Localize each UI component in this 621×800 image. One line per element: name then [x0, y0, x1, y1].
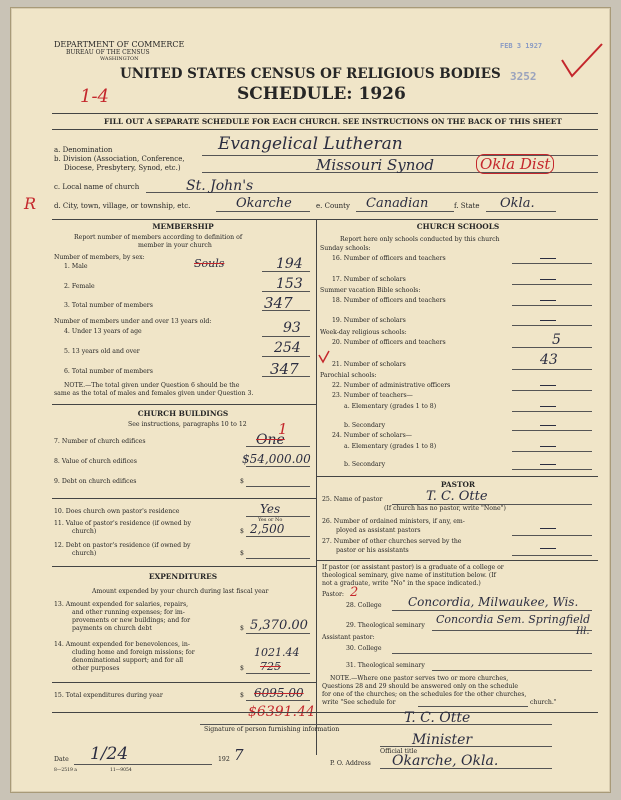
buildings-heading: CHURCH BUILDINGS [137, 409, 229, 418]
check-mark-icon [560, 42, 604, 82]
q9-label: 9. Debt on church edifices [54, 478, 137, 485]
q24a-line [512, 451, 592, 452]
district-red-note: Okla Dist [476, 154, 554, 174]
membership-note: NOTE.—The total given under Question 6 should be the [64, 382, 240, 389]
q21-line [512, 369, 592, 370]
q31-line [432, 670, 592, 671]
q16-line [512, 263, 592, 264]
q12-line [246, 558, 310, 559]
q23b-line [512, 430, 592, 431]
q28-value: Concordia, Milwaukee, Wis. [408, 595, 579, 609]
form-title: UNITED STATES CENSUS OF RELIGIOUS BODIES [120, 66, 501, 82]
q29-line [432, 630, 592, 631]
rule-buildings [52, 404, 316, 405]
date-label: Date [54, 756, 69, 763]
section-rule [52, 219, 598, 220]
q12-label: 12. Debt on pastor's residence (if owned by [54, 542, 191, 549]
q15-label: 15. Total expenditures during year [54, 692, 163, 699]
q4-label: 4. Under 13 years of age [64, 328, 142, 335]
pastor-note-5: church." [530, 699, 557, 706]
q23a-label: a. Elementary (grades 1 to 8) [344, 403, 437, 410]
grad-instructions-2: theological seminary, give name of institution below. (If [322, 572, 496, 579]
q14-value: 1021.44 [254, 646, 300, 659]
q24a-label: a. Elementary (grades 1 to 8) [344, 443, 437, 450]
q13-line [246, 633, 310, 634]
assistant-label: Assistant pastor: [322, 634, 375, 641]
q29-value-2: Ill. [576, 626, 590, 637]
rule-graduate [316, 560, 598, 561]
q24b-line [512, 469, 592, 470]
q31-label: 31. Theological seminary [346, 662, 425, 669]
q11-label: 11. Value of pastor's residence (if owned by [54, 520, 191, 527]
q21-label: 21. Number of scholars [332, 361, 406, 368]
q20-label: 20. Number of officers and teachers [332, 339, 446, 346]
q16-label: 16. Number of officers and teachers [332, 255, 446, 262]
by-sex-label: Number of members, by sex: [54, 254, 145, 261]
q14-label-4: other purposes [72, 665, 120, 672]
q5-line [262, 356, 310, 357]
q16-dash [540, 258, 556, 259]
q13-label: 13. Amount expended for salaries, repairs, [54, 601, 189, 608]
q2-label: 2. Female [64, 283, 95, 290]
q17-dash [540, 279, 556, 280]
bureau-name: BUREAU OF THE CENSUS [66, 49, 150, 56]
city-line [216, 211, 310, 212]
county-value: Canadian [366, 196, 429, 211]
denomination-label: a. Denomination [54, 146, 113, 154]
schools-heading: CHURCH SCHOOLS [416, 222, 500, 231]
q27-dash [540, 548, 556, 549]
form-code-2: 11—9054 [110, 768, 132, 773]
pastor-note-4: write "See schedule for [322, 699, 396, 706]
rule-pastor [316, 476, 598, 477]
q11-label-2: church) [72, 528, 97, 535]
year-value: 7 [234, 746, 244, 764]
q13-label-2: and other running expenses; for im- [72, 609, 185, 616]
instruction-line: FILL OUT A SEPARATE SCHEDULE FOR EACH CHURCH. SEE INSTRUCTIONS ON THE BACK OF THIS SHEET [104, 117, 562, 126]
grad-instructions-3: not a graduate, write "No" in the space indicated.) [322, 580, 481, 587]
q1-label: 1. Male [64, 263, 88, 270]
q26-line [512, 535, 592, 536]
q30-label: 30. College [346, 645, 382, 652]
q28-label: 28. College [346, 602, 382, 609]
q7-value: One [256, 432, 285, 448]
q4-value: 93 [283, 320, 301, 336]
po-address-value: Okarche, Okla. [392, 753, 499, 769]
date-line [74, 764, 212, 765]
pastor-red-note: 2 [350, 585, 359, 600]
q22-dash [540, 385, 556, 386]
q23b-dash [540, 425, 556, 426]
q13-value: 5,370.00 [250, 618, 308, 633]
q18-line [512, 305, 592, 306]
q13-label-3: provements or new buildings; and for [72, 617, 191, 624]
q23b-label: b. Secondary [344, 422, 386, 429]
signature-label: Signature of person furnishing information [204, 726, 340, 733]
q14-label-2: cluding home and foreign missions; for [72, 649, 195, 656]
q15-red-total: $6391.44 [248, 704, 315, 720]
state-value: Okla. [500, 196, 535, 211]
q15-value: 6095.00 [254, 686, 304, 700]
signature-line [200, 724, 552, 725]
q24b-dash [540, 464, 556, 465]
q30-line [392, 653, 592, 654]
red-check-icon [318, 350, 330, 364]
county-label: e. County [316, 202, 350, 210]
division-label: b. Division (Association, Conference, [54, 155, 185, 163]
q2-value: 153 [276, 276, 303, 292]
q6-value: 347 [270, 360, 299, 378]
pastor-note-2: Questions 28 and 29 should be answered only on the schedule [322, 683, 519, 690]
q26-label: 26. Number of ordained ministers, if any, em- [322, 518, 465, 525]
membership-heading: MEMBERSHIP [152, 222, 214, 231]
q3-label: 3. Total number of members [64, 302, 153, 309]
year-prefix: 192 [218, 756, 230, 763]
q25-value: T. C. Otte [426, 489, 488, 504]
pastor-note: NOTE.—Where one pastor serves two or more churches, [330, 675, 509, 682]
q29-label: 29. Theological seminary [346, 622, 425, 629]
q29-value: Concordia Sem. Springfield [436, 613, 591, 626]
column-divider [316, 219, 317, 755]
q24b-label: b. Secondary [344, 461, 386, 468]
local-name-label: c. Local name of church [54, 183, 140, 191]
age-heading: Number of members under and over 13 years old: [54, 318, 212, 325]
q18-dash [540, 300, 556, 301]
summer-heading: Summer vacation Bible schools: [320, 287, 421, 294]
q17-label: 17. Number of scholars [332, 276, 406, 283]
q18-label: 18. Number of officers and teachers [332, 297, 446, 304]
red-mark-1-4: 1-4 [80, 86, 109, 107]
q23a-dash [540, 406, 556, 407]
official-title-value: Minister [412, 732, 473, 748]
rule-q15 [52, 682, 316, 683]
grad-instructions: If pastor (or assistant pastor) is a graduate of a college or [322, 564, 504, 571]
q4-line [262, 336, 310, 337]
q23-label: 23. Number of teachers— [332, 392, 413, 399]
q22-label: 22. Number of administrative officers [332, 382, 451, 389]
q11-value: 2,500 [250, 522, 285, 536]
city-name: WASHINGTON [100, 56, 139, 62]
q7-red-correction: 1 [278, 420, 288, 438]
weekday-heading: Week-day religious schools: [320, 329, 407, 336]
denomination-value: Evangelical Lutheran [218, 134, 403, 154]
pastor-heading: PASTOR [440, 480, 476, 489]
q22-line [512, 390, 592, 391]
city-label: d. City, town, village, or township, etc. [54, 202, 191, 210]
county-line [356, 211, 454, 212]
po-address-label: P. O. Address [330, 760, 371, 767]
expenditures-heading: EXPENDITURES [148, 572, 218, 581]
q24a-dash [540, 446, 556, 447]
q5-value: 254 [274, 340, 301, 356]
red-mark-r: R [24, 194, 37, 213]
q19-dash [540, 320, 556, 321]
parochial-heading: Parochial schools: [320, 372, 377, 379]
q14-label: 14. Amount expended for benevolences, in- [54, 641, 190, 648]
official-title-label: Official title [380, 748, 418, 755]
rule-q10 [52, 498, 316, 499]
q28-line [392, 610, 592, 611]
date-value: 1/24 [90, 744, 129, 764]
q24-label: 24. Number of scholars— [332, 432, 412, 439]
q6-label: 6. Total number of members [64, 368, 153, 375]
footer-rule [52, 712, 598, 713]
q27-label: 27. Number of other churches served by the [322, 538, 462, 545]
q8-line [246, 466, 310, 467]
q10-value: Yes [260, 502, 281, 516]
q26-dash [540, 528, 556, 529]
q8-label: 8. Value of church edifices [54, 458, 137, 465]
q23a-line [512, 411, 592, 412]
q12-label-2: church) [72, 550, 97, 557]
q10-hint: Yes or No [258, 517, 283, 523]
sunday-heading: Sunday schools: [320, 245, 371, 252]
q11-line [246, 536, 310, 537]
city-value: Okarche [236, 196, 292, 211]
q13-label-4: payments on church debt [72, 625, 152, 632]
division-label-2: Diocese, Presbytery, Synod, etc.) [64, 164, 181, 172]
q21-value: 43 [540, 352, 558, 368]
q8-value: $54,000.00 [242, 452, 311, 466]
membership-note-2: same as the total of males and females given under Question 3. [54, 390, 254, 397]
pastor-sub-label: Pastor: [322, 591, 345, 598]
buildings-sub: See instructions, paragraphs 10 to 12 [128, 421, 247, 428]
q25-label: 25. Name of pastor [322, 496, 383, 503]
q19-line [512, 325, 592, 326]
q14-label-3: denominational support; and for all [72, 657, 184, 664]
dept-name: DEPARTMENT OF COMMERCE [54, 40, 185, 49]
q1-struck-souls: Souls [194, 257, 225, 270]
membership-intro-2: member in your church [138, 242, 212, 249]
division-value: Missouri Synod [316, 156, 435, 174]
q25-hint: (If church has no pastor, write "None") [384, 505, 506, 512]
q7-label: 7. Number of church edifices [54, 438, 146, 445]
q14-struck-value: 725 [260, 660, 281, 673]
schools-intro: Report here only schools conducted by this church [340, 236, 500, 243]
q26-label-2: ployed as assistant pastors [336, 527, 421, 534]
q27-line [512, 555, 592, 556]
see-schedule-line [418, 706, 528, 707]
membership-intro: Report number of members according to definition of [74, 234, 243, 241]
q14-line [246, 673, 310, 674]
expenditures-sub: Amount expended by your church during last fiscal year [92, 588, 269, 595]
state-label: f. State [454, 202, 480, 210]
rule-expenditures [52, 566, 316, 567]
q20-value: 5 [552, 332, 561, 348]
received-date-stamp: FEB 3 1927 [500, 42, 543, 50]
q19-label: 19. Number of scholars [332, 317, 406, 324]
header-rule [52, 113, 598, 114]
local-name-value: St. John's [186, 178, 254, 194]
q17-line [512, 284, 592, 285]
pastor-note-3: for one of the churches; on the schedules for the other churches, [322, 691, 527, 698]
q10-label: 10. Does church own pastor's residence [54, 508, 180, 515]
q15-line [246, 700, 310, 701]
q9-line [246, 486, 310, 487]
form-code: 8—2519 a [54, 768, 77, 773]
state-line [486, 211, 556, 212]
schedule-title: SCHEDULE: 1926 [237, 84, 406, 104]
signature-value: T. C. Otte [404, 710, 471, 726]
instruction-rule [52, 129, 598, 130]
file-number-stamp: 3252 [510, 70, 537, 83]
q3-value: 347 [264, 294, 293, 312]
q5-label: 5. 13 years old and over [64, 348, 140, 355]
q27-label-2: pastor or his assistants [336, 547, 409, 554]
q1-value: 194 [276, 256, 303, 272]
